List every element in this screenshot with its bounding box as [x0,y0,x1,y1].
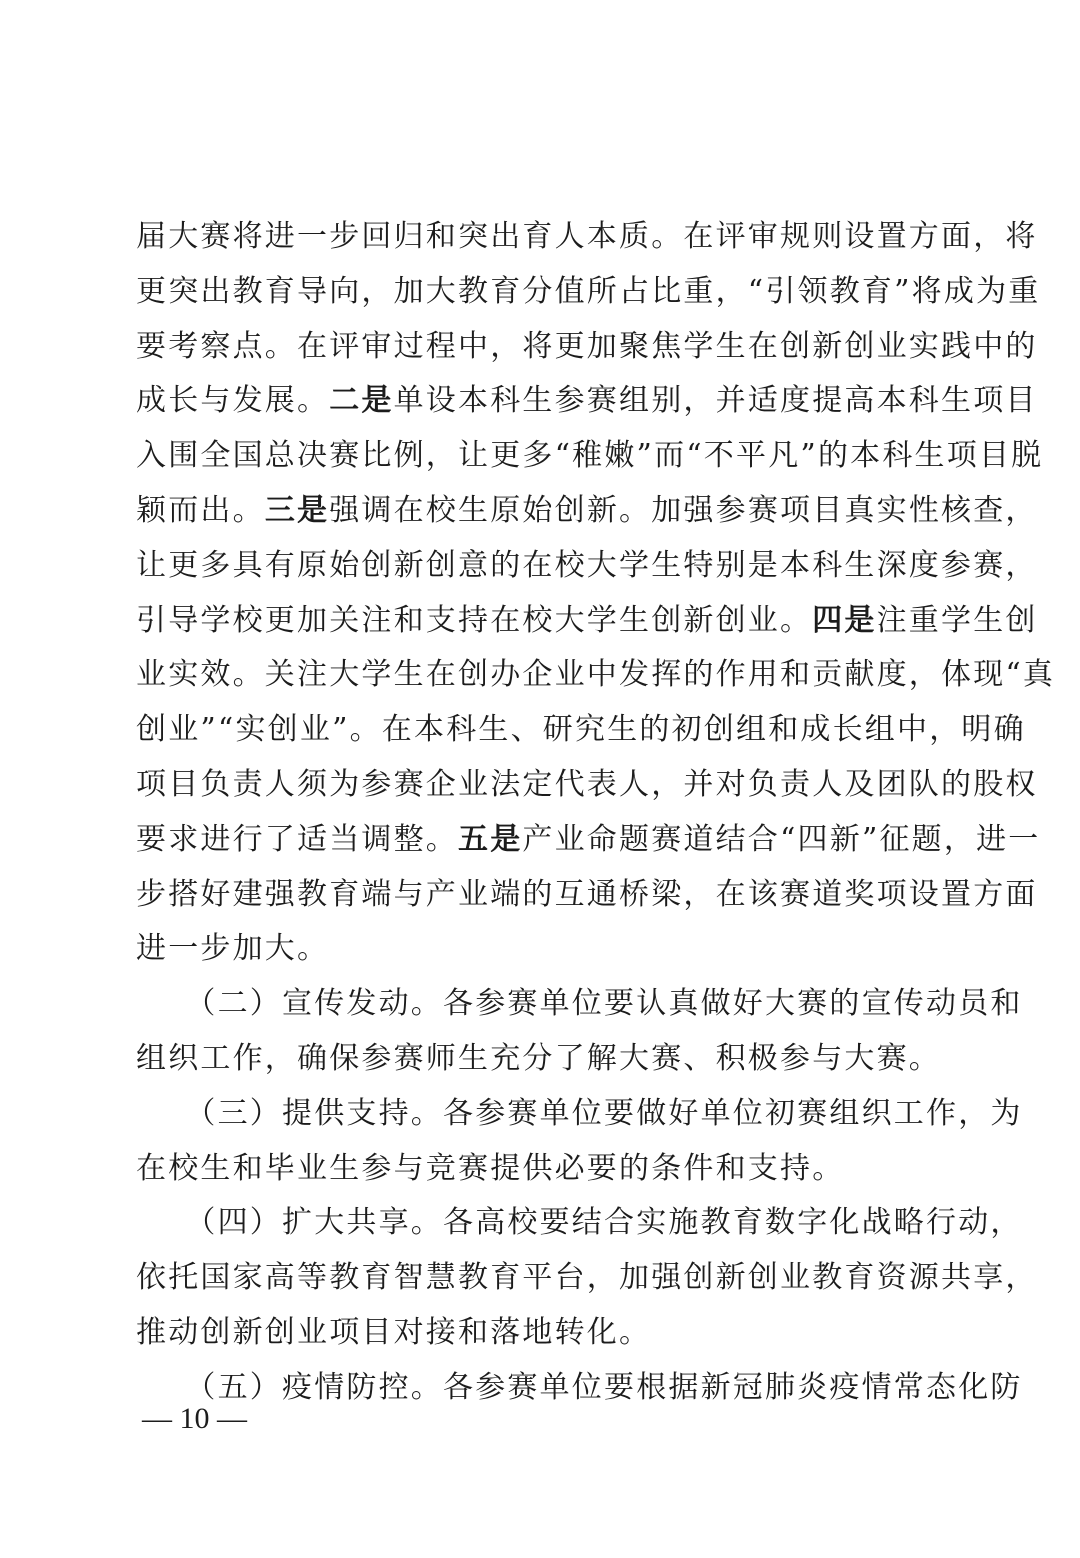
text-segment: （五）疫情防控。各参赛单位要根据新冠肺炎疫情常态化防 [136,1369,1023,1405]
text-line [136,320,1038,375]
text-line [136,868,1038,923]
text-segment: 业实效。关注大学生在创办企业中发挥的作用和贡献度，体现“真 [136,657,1056,693]
text-segment: 更突出教育导向，加大教育分值所占比重，“引领教育”将成为重 [136,273,1041,309]
text-line [136,648,1056,703]
text-segment: 颖而出。 [136,492,265,528]
text-line [136,594,1038,649]
text-segment: （二）宣传发动。各参赛单位要认真做好大赛的宣传动员和 [136,986,1023,1022]
text-line [136,1196,1023,1251]
text-line [136,265,1041,320]
text-segment: 步搭好建强教育端与产业端的互通桥梁，在该赛道奖项设置方面 [136,876,1038,912]
text-segment: 项目负责人须为参赛企业法定代表人，并对负责人及团队的股权 [136,766,1038,802]
text-segment: （四）扩大共享。各高校要结合实施教育数字化战略行动， [136,1205,1023,1241]
text-segment: 要求进行了适当调整。 [136,821,458,857]
text-segment: 组织工作，确保参赛师生充分了解大赛、积极参与大赛。 [136,1040,941,1076]
text-segment: 进一步加大。 [136,931,330,967]
text-segment: 依托国家高等教育智慧教育平台，加强创新创业教育资源共享， [136,1260,1038,1296]
text-line [136,1087,1023,1142]
text-line [136,1306,948,1361]
text-segment: 要考察点。在评审过程中，将更加聚焦学生在创新创业实践中的 [136,328,1038,364]
text-segment: 推动创新创业项目对接和落地转化。 [136,1314,652,1350]
text-segment: 强调在校生原始创新。加强参赛项目真实性核查， [329,492,1038,528]
text-line [136,1251,1038,1306]
text-segment: 届大赛将进一步回归和突出育人本质。在评审规则设置方面，将 [136,219,1038,254]
text-segment: 产业命题赛道结合“四新”征题，进一 [522,821,1041,857]
text-line [136,977,1023,1032]
text-segment: 在校生和毕业生参与竞赛提供必要的条件和支持。 [136,1150,845,1186]
bold-lead-phrase: 五是 [458,821,523,857]
text-line [136,539,1038,594]
text-line [136,922,948,977]
text-line [136,758,1038,813]
body-text [136,210,1056,1416]
text-segment: 创业”“实创业”。在本科生、研究生的初创组和成长组中，明确 [136,712,1026,748]
text-segment: 引导学校更加关注和支持在校大学生创新创业。 [136,602,813,638]
text-line [136,1142,948,1197]
text-segment: 让更多具有原始创新创意的在校大学生特别是本科生深度参赛， [136,547,1038,583]
text-line [136,210,1038,265]
text-line [136,1032,948,1087]
text-segment: 单设本科生参赛组别，并适度提高本科生项目 [393,383,1038,419]
text-segment: 注重学生创 [876,602,1038,638]
page-number: — 10 — [142,1402,247,1435]
bold-lead-phrase: 四是 [812,602,877,638]
bold-lead-phrase: 二是 [329,383,394,419]
bold-lead-phrase: 三是 [264,492,330,528]
text-segment: 成长与发展。 [136,383,330,419]
text-segment: 入围全国总决赛比例，让更多“稚嫩”而“不平凡”的本科生项目脱 [136,438,1044,474]
text-segment: （三）提供支持。各参赛单位要做好单位初赛组织工作，为 [136,1095,1023,1131]
text-line [136,429,1044,484]
text-line [136,484,1038,539]
text-line [136,374,1038,429]
text-line [136,703,1026,758]
text-line [136,1361,1023,1416]
text-line [136,813,1041,868]
